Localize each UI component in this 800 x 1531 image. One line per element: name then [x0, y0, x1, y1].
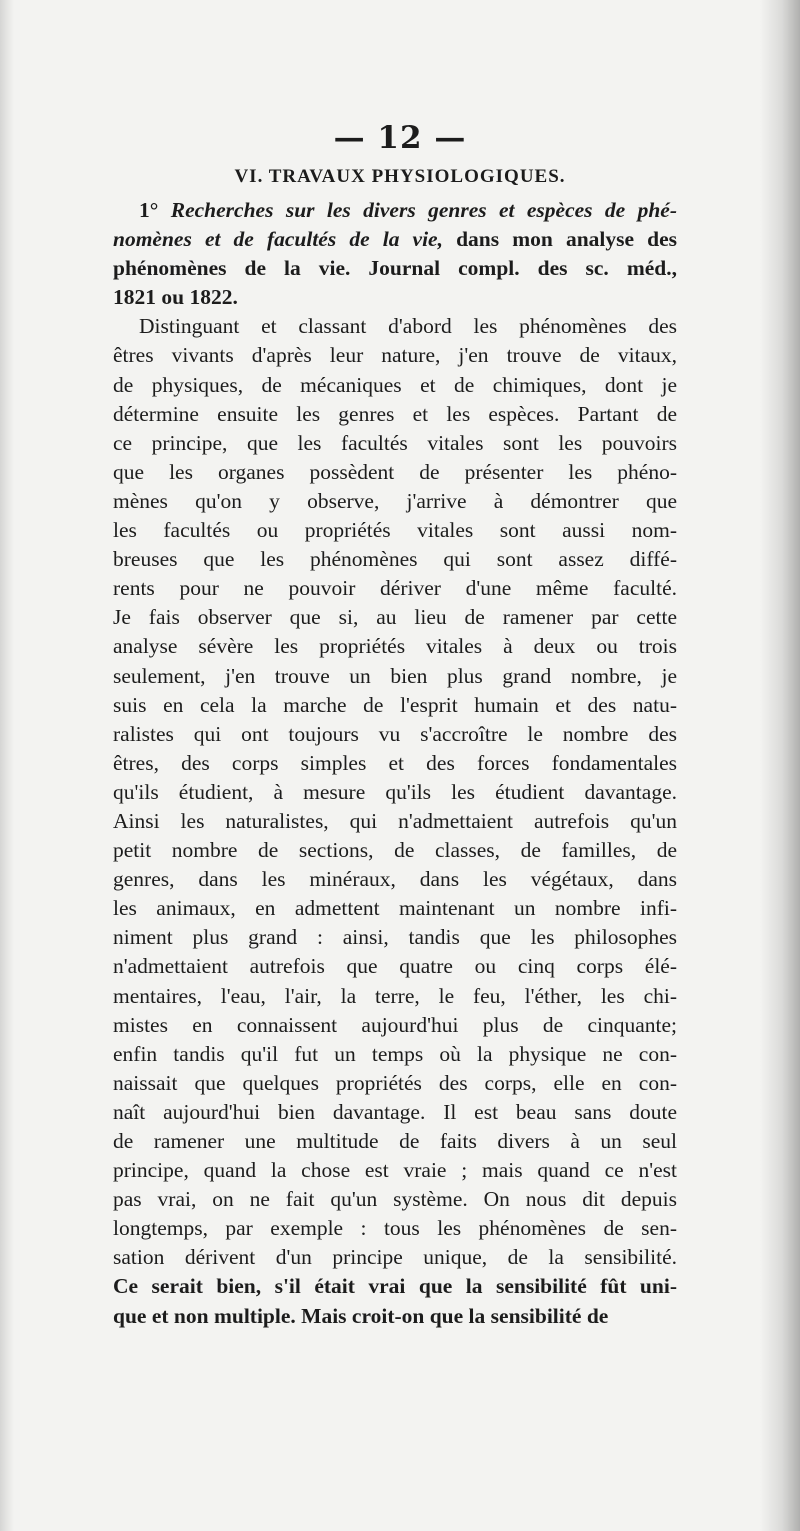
body-line: sation dérivent d'un principe unique, de la sensibilité. [113, 1245, 677, 1270]
body-line: Distinguant et classant d'abord les phénomènes des [139, 314, 677, 339]
body-line: qu'ils étudient, à mesure qu'ils les étudient davantage. [113, 779, 677, 804]
body-line: Je fais observer que si, au lieu de ramener par cette [113, 605, 677, 630]
body-line: mentaires, l'eau, l'air, la terre, le feu, l'éther, les chi- [113, 983, 677, 1008]
body-line: breuses que les phénomènes qui sont assez diffé- [113, 547, 677, 572]
body-paragraph [113, 312, 677, 1301]
body-line: n'admettaient autrefois que quatre ou cinq corps élé- [113, 954, 677, 979]
entry-title-line [113, 196, 677, 225]
entry-reference-line: phénomènes de la vie. Journal compl. des sc. méd., [113, 256, 677, 281]
body-line: ce principe, que les facultés vitales sont les pouvoirs [113, 430, 677, 455]
entry-title-italic: nomènes et de facultés de la vie, [113, 227, 443, 252]
body-line: naît aujourd'hui bien davantage. Il est beau sans doute [113, 1099, 677, 1124]
body-line: naissait que quelques propriétés des corps, elle en con- [113, 1070, 677, 1095]
body-line: ralistes qui ont toujours vu s'accroître le nombre des [113, 721, 677, 746]
body-line: seulement, j'en trouve un bien plus grand nombre, je [113, 663, 677, 688]
body-line: de ramener une multitude de faits divers à un seul [113, 1129, 677, 1153]
body-line: genres, dans les minéraux, dans les végétaux, dans [113, 867, 677, 892]
body-final-line: que et non multiple. Mais croit-on que la sensibilité de [113, 1303, 609, 1328]
page-text [113, 196, 677, 1331]
scan-shadow-left [0, 0, 14, 1531]
body-line: mistes en connaissent aujourd'hui plus de cinquante; [113, 1012, 677, 1037]
body-line: Ce serait bien, s'il était vrai que la sensibilité fût uni- [113, 1274, 677, 1299]
body-line: analyse sévère les propriétés vitales à deux ou trois [113, 634, 677, 659]
body-line: suis en cela la marche de l'esprit humain et des natu- [113, 692, 677, 717]
body-line: Ainsi les naturalistes, qui n'admettaient autrefois qu'un [113, 808, 677, 833]
entry-number: 1° [139, 198, 159, 222]
body-line: longtemps, par exemple : tous les phénomènes de sen- [113, 1216, 677, 1241]
section-heading: VI. TRAVAUX PHYSIOLOGIQUES. [234, 166, 566, 187]
scan-shadow-right [760, 0, 800, 1531]
entry-title-rest: dans mon analyse des [456, 227, 678, 252]
body-line: les animaux, en admettent maintenant un nombre infi- [113, 896, 677, 921]
body-line: enfin tandis qu'il fut un temps où la physique ne con- [113, 1041, 677, 1066]
body-line: que les organes possèdent de présenter les phéno- [113, 459, 677, 484]
body-line: petit nombre de sections, de classes, de familles, de [113, 838, 677, 863]
body-line: principe, quand la chose est vraie ; mais quand ce n'est [113, 1158, 677, 1183]
entry-title-line [113, 225, 677, 254]
body-line: mènes qu'on y observe, j'arrive à démontrer que [113, 488, 677, 513]
body-line: êtres vivants d'après leur nature, j'en trouve de vitaux, [113, 343, 677, 368]
body-line: rents pour ne pouvoir dériver d'une même faculté. [113, 576, 677, 601]
entry-title-italic: Recherches sur les divers genres et espèces de phé- [170, 198, 677, 222]
body-line: de physiques, de mécaniques et de chimiques, dont je [113, 372, 677, 397]
entry-reference-line: 1821 ou 1822. [113, 285, 238, 310]
body-line: niment plus grand : ainsi, tandis que les philosophes [113, 925, 677, 950]
body-line: détermine ensuite les genres et les espèces. Partant de [113, 401, 677, 426]
body-line: êtres, des corps simples et des forces fondamentales [113, 750, 677, 775]
body-line: pas vrai, on ne fait qu'un système. On nous dit depuis [113, 1187, 677, 1212]
page-number: — 12 — [333, 120, 467, 156]
body-line: les facultés ou propriétés vitales sont aussi nom- [113, 518, 677, 543]
